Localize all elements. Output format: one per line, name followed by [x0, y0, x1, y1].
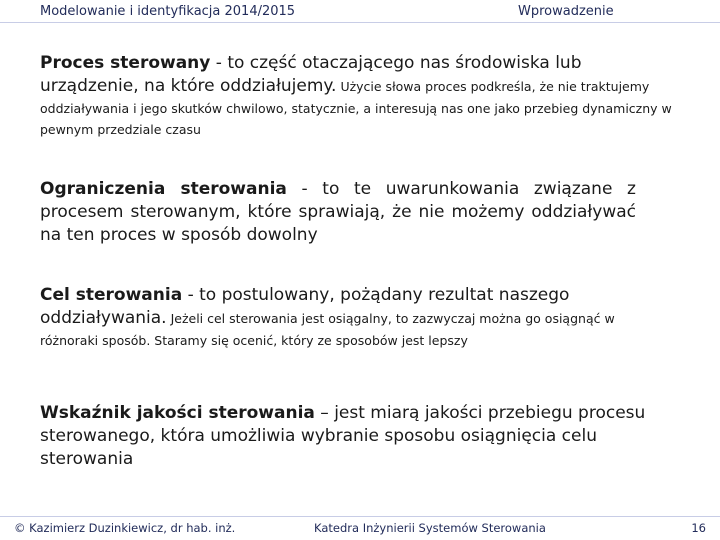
footer-author: © Kazimierz Duzinkiewicz, dr hab. inż. — [14, 521, 236, 535]
definition-proces-sterowany — [40, 52, 680, 140]
term-cel-sterowania: Cel sterowania — [40, 285, 183, 305]
footer-divider — [0, 516, 720, 517]
term-ograniczenia-sterowania: Ograniczenia sterowania — [40, 179, 287, 199]
definition-cel-sterowania — [40, 284, 652, 351]
definition-cel-text: - to postulowany, pożądany rezultat naszego oddziaływania. — [40, 285, 570, 328]
definition-proces-note: Użycie słowa proces podkreśla, że nie traktujemy oddziaływania i jego skutków chwilowo, statycznie, a interesują nas one jako przebieg dynamiczny w pewnym przedziale czasu — [40, 79, 672, 137]
definition-cel-note: Jeżeli cel sterowania jest osiągalny, to zazwyczaj można go osiągnąć w różnoraki sposób. Staramy się ocenić, który ze sposobów jest lepszy — [40, 311, 615, 348]
header-section-title: Wprowadzenie — [518, 4, 614, 19]
term-wskaznik-jakosci: Wskaźnik jakości sterowania — [40, 403, 315, 423]
definition-wskaznik-text: – jest miarą jakości przebiegu procesu sterowanego, która umożliwia wybranie sposobu osiągnięcia celu sterowania — [40, 403, 646, 469]
definition-ograniczenia-text: - to te uwarunkowania związane z procesem sterowanym, które sprawiają, że nie możemy oddziaływać na ten proces w sposób dowolny — [40, 179, 636, 245]
page-number: 16 — [691, 521, 706, 535]
footer-department: Katedra Inżynierii Systemów Sterowania — [314, 521, 546, 535]
header-divider — [0, 22, 720, 23]
definition-wskaznik-jakosci — [40, 402, 660, 471]
definition-proces-text: - to część otaczającego nas środowiska lub urządzenie, na które oddziałujemy. — [40, 53, 582, 96]
header-course-title: Modelowanie i identyfikacja 2014/2015 — [40, 4, 296, 19]
definition-ograniczenia-sterowania — [40, 178, 636, 247]
term-proces-sterowany: Proces sterowany — [40, 53, 211, 73]
